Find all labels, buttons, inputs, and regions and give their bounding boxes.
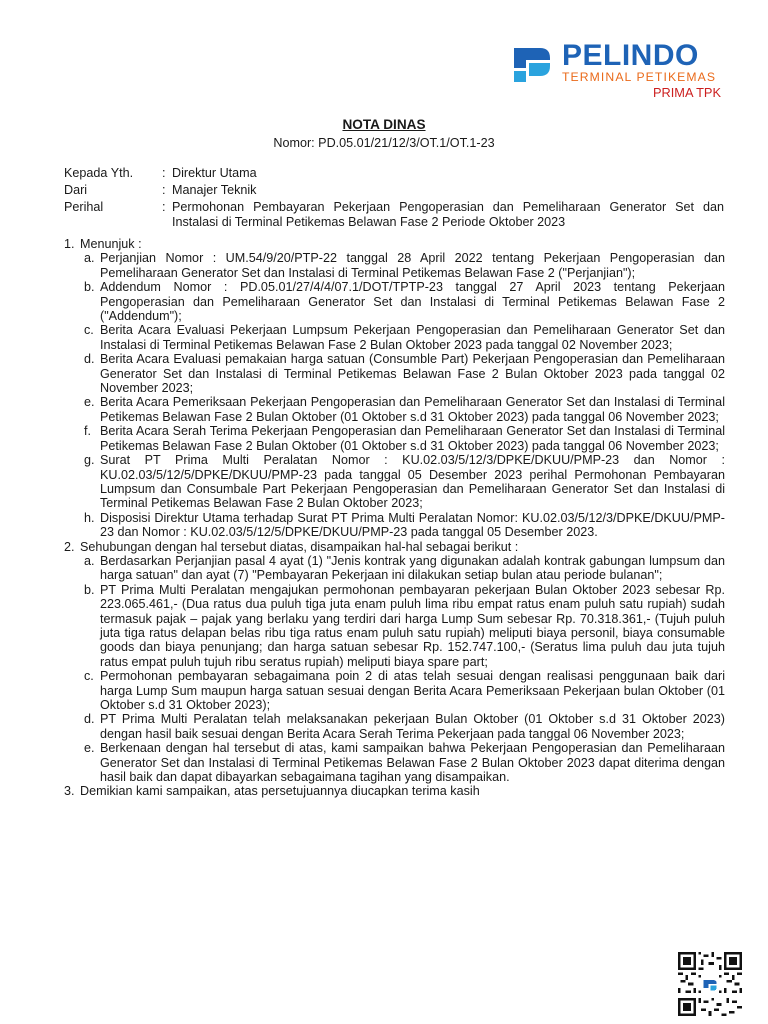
section-number: 3. [64,784,75,799]
item-text: Berita Acara Serah Terima Pekerjaan Pengoperasian dan Pemeliharaan Generator Set dan Instalasi di Terminal Petikemas Belawan Fase 2 Bulan Oktober (01 Oktober s.d 31 Oktober 2023) pada tanggal 06 November 2023; [100,424,725,453]
logo-unit: PRIMA TPK [652,85,721,100]
list-item [80,395,725,424]
item-marker: g. [84,453,95,468]
document-body [64,237,725,799]
meta-value: Manajer Teknik [172,183,257,198]
item-marker: d. [84,352,95,367]
item-marker: a. [84,251,95,266]
pelindo-logo [510,40,725,102]
meta-colon: : [162,200,166,215]
section-heading: Sehubungan dengan hal tersebut diatas, disampaikan hal-hal sebagai berikut : [80,539,519,554]
list-item [80,554,725,583]
meta-key: Perihal [64,200,104,215]
meta-colon: : [162,166,166,180]
item-marker: h. [84,510,95,525]
meta-row-recipient [64,166,724,180]
meta-row-sender [64,183,724,197]
item-text: PT Prima Multi Peralatan mengajukan permohonan pembayaran pekerjaan Bulan Oktober 2023 sebesar Rp. 223.065.461,- (Dua ratus dua puluh tiga juta enam puluh lima ribu empat ratus enam puluh satu rupiah) sudah termasuk pajak – pajak yang berlaku yang terdiri dari harga Lump Sum sebesar Rp. 70.318.361,- (Tujuh puluh juta tiga ratus delapan belas ribu tiga ratus enam puluh satu rupiah) meliputi biaya personil, biaya consumable goods dan biaya penunjang; dan harga satuan sebesar Rp. 152.747.100,- (Seratus lima puluh dau juta tujuh ratus empat puluh tujuh ribu seratus rupiah) meliputi biaya spare part; [100,582,725,669]
list-item [80,280,725,323]
item-text: Berita Acara Evaluasi pemakaian harga satuan (Consumble Part) Pekerjaan Pengoperasian dan Pemeliharaan Generator Set dan Instalasi di Terminal Petikemas Belawan Fase 2 Bulan Oktober 2023 pada tanggal 02 November 2023; [100,352,725,396]
item-marker: e. [84,741,95,756]
item-text: Berita Acara Evaluasi Pekerjaan Lumpsum Pekerjaan Pengoperasian dan Pemeliharaan Generator Set dan Instalasi di Terminal Petikemas Belawan Fase 2 Bulan Oktober 2023 pada tanggal 02 November 2023; [100,323,725,352]
section-1 [64,237,725,540]
item-text: Surat PT Prima Multi Peralatan Nomor : KU.02.03/5/12/3/DPKE/DKUU/PMP-23 dan Nomor : KU.02.03/5/12/5/DPKE/DKUU/PMP-23 pada tanggal 05 Desember 2023 perihal Permohonan Pembayaran Lumpsum dan Consumbale Part Pekerjaan Pengoperasian dan Pemeliharaan Generator Set dan Instalasi di Terminal Petikemas Belawan Fase 2 Bulan Oktober 2023; [100,453,725,511]
qr-code-icon [678,952,742,1016]
meta-key: Dari [64,183,88,198]
item-marker: c. [84,323,94,338]
item-marker: d. [84,712,95,727]
item-marker: a. [84,553,95,568]
list-item [80,323,725,352]
logo-name: PELINDO [562,39,699,72]
meta-value: Direktur Utama [172,166,257,180]
item-text: Berita Acara Pemeriksaan Pekerjaan Pengoperasian dan Pemeliharaan Generator Set dan Instalasi di Terminal Petikemas Belawan Fase 2 Bulan Oktober (01 Oktober s.d 31 Oktober 2023) pada tanggal 06 November 2023; [100,395,725,424]
meta-value: Permohonan Pembayaran Pekerjaan Pengoperasian dan Pemeliharaan Generator Set dan Instalasi di Terminal Petikemas Belawan Fase 2 Periode Oktober 2023 [172,200,724,229]
item-marker: f. [84,424,91,439]
item-marker: e. [84,395,95,410]
list-item [80,424,725,453]
item-text: Perjanjian Nomor : UM.54/9/20/PTP-22 tanggal 28 April 2022 tentang Pekerjaan Pengoperasian dan Pemeliharaan Generator Set dan Instalasi di Terminal Petikemas Belawan Fase 2 ("Perjanjian"); [100,251,725,280]
section-2 [64,540,725,785]
logo-subtitle: TERMINAL PETIKEMAS [562,70,717,84]
section-heading: Menunjuk : [80,237,142,251]
list-item [80,712,725,741]
item-text: PT Prima Multi Peralatan telah melaksanakan pekerjaan Bulan Oktober (01 Oktober s.d 31 Oktober 2023) dengan hasil baik sesuai dengan Berita Acara Serah Terima Pekerjaan pada tanggal 06 November 2023; [100,712,725,741]
item-text: Berdasarkan Perjanjian pasal 4 ayat (1) "Jenis kontrak yang digunakan adalah kontrak gabungan lumpsum dan harga satuan" dan ayat (7) "Pembayaran Pekerjaan ini dilakukan setiap bulan atau periode bulanan"; [100,553,725,583]
list-item [80,251,725,280]
item-text: Berkenaan dengan hal tersebut di atas, kami sampaikan bahwa Pekerjaan Pengoperasian dan Pemeliharaan Generator Set dan Instalasi di Terminal Petikemas Belawan Fase 2 Bulan Oktober 2023 dapat diterima dengan hasil baik dan dapat dibayarkan sebagaimana tagihan yang disampaikan. [100,741,725,785]
list-item [80,741,725,784]
list-item [80,583,725,669]
item-marker: c. [84,669,94,684]
item-marker: b. [84,280,95,295]
document-number: Nomor: PD.05.01/21/12/3/OT.1/OT.1-23 [273,136,495,150]
list-item [80,352,725,395]
meta-colon: : [162,183,166,198]
section-number: 1. [64,237,75,251]
meta-block [64,166,724,232]
item-text: Addendum Nomor : PD.05.01/27/4/4/07.1/DOT/TPTP-23 tanggal 27 April 2023 tentang Pekerjaan Pengoperasian dan Pemeliharaan Generator Set dan Instalasi di Terminal Petikemas Belawan Fase 2 ("Addendum"); [100,280,725,324]
item-marker: b. [84,582,95,597]
list-item [80,669,725,712]
section-heading: Demikian kami sampaikan, atas persetujuannya diucapkan terima kasih [80,784,480,799]
item-text: Permohonan pembayaran sebagaimana poin 2 di atas telah sesuai dengan realisasi penggunaan baik dari harga Lump Sum maupun harga satuan sesuai dengan Berita Acara Pemeriksaan Pekerjaan bulan Oktober (01 Oktober s.d 31 Oktober 2023); [100,669,725,712]
list-item [80,453,725,511]
section-number: 2. [64,539,75,554]
meta-row-subject [64,200,724,229]
item-text: Disposisi Direktur Utama terhadap Surat PT Prima Multi Peralatan Nomor: KU.02.03/5/12/3/DPKE/DKUU/PMP-23 dan Nomor : KU.02.03/5/12/5/DPKE/DKUU/PMP-23 pada tanggal 05 Desember 2023. [100,510,725,540]
document-title: NOTA DINAS [342,117,426,132]
section-3 [64,784,725,798]
meta-key: Kepada Yth. [64,166,134,180]
list-item [80,511,725,540]
pelindo-logo-icon [510,42,554,86]
